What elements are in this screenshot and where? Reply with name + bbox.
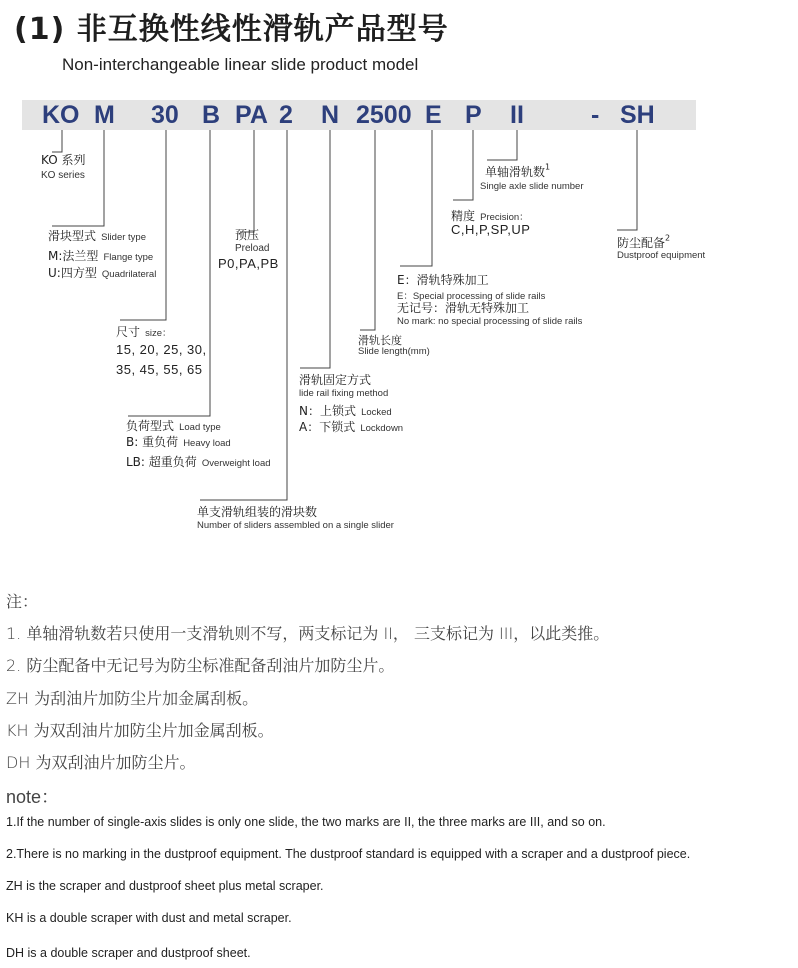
label-series-en: KO series xyxy=(41,170,85,181)
note-en-1: 1.If the number of single-axis slides is only one slide, the two marks are II, the three marks are III, and so on. xyxy=(6,815,606,829)
load-type-lb-en: Overweight load xyxy=(201,458,271,469)
slider-type-u-cn: U:四方型 xyxy=(48,266,97,280)
special-e-cn: E：滑轨特殊加工 xyxy=(397,273,489,287)
special-none-en: No mark: no special processing of slide rails xyxy=(397,316,583,327)
slider-type-cn: 滑块型式 xyxy=(48,229,97,243)
load-type-en: Load type xyxy=(179,422,221,433)
code-slider-type: M xyxy=(94,101,115,129)
dustproof-cn: 防尘配备 xyxy=(617,236,666,250)
precision-en: Precision： xyxy=(480,212,529,223)
leader-special xyxy=(400,130,432,266)
code-axle-num: II xyxy=(510,101,524,129)
code-dash: - xyxy=(591,101,600,129)
axle-num-cn: 单轴滑轨数 xyxy=(485,165,546,179)
code-length: 2500 xyxy=(356,101,412,129)
page-title: (1) 非互换性线性滑轨产品型号 xyxy=(14,12,449,47)
page-subtitle: Non-interchangeable linear slide product model xyxy=(62,55,419,74)
notes-cn-heading: 注： xyxy=(6,592,39,611)
note-en-2: 2.There is no marking in the dustproof equipment. The dustproof standard is equipped with a scraper and a dustproof piece. xyxy=(6,847,691,861)
label-dustproof xyxy=(617,232,670,251)
label-series-cn: KO 系列 xyxy=(41,153,86,167)
code-preload: PA xyxy=(235,101,268,129)
size-values-line2: 35, 45, 55, 65 xyxy=(116,362,203,377)
special-e-en: E：Special processing of slide rails xyxy=(397,291,546,302)
code-ko: KO xyxy=(42,101,80,129)
note-cn-4: KH 为双刮油片加防尘片加金属刮板。 xyxy=(6,721,274,740)
axle-num-sup: 1 xyxy=(545,162,551,172)
slider-type-m-en: Flange type xyxy=(103,252,154,263)
slider-type-en: Slider type xyxy=(101,232,146,243)
notes-en-heading: note： xyxy=(6,787,60,807)
sliders-count-en: Number of sliders assembled on a single slider xyxy=(197,520,394,531)
code-special: E xyxy=(425,101,442,129)
leader-dustproof xyxy=(617,130,637,230)
fixing-a xyxy=(299,416,403,435)
size-en: size： xyxy=(145,328,172,339)
leader-length xyxy=(360,130,375,330)
leader-axle-num xyxy=(487,130,517,160)
load-type-cn: 负荷型式 xyxy=(126,419,175,433)
load-type-lb-cn: LB: 超重负荷 xyxy=(126,455,197,469)
leader-fixing xyxy=(300,130,330,368)
dustproof-sup: 2 xyxy=(665,233,671,243)
label-slider-type xyxy=(48,225,146,244)
note-cn-3: ZH 为刮油片加防尘片加金属刮板。 xyxy=(6,689,259,708)
fixing-n-cn: N：上锁式 xyxy=(299,404,356,418)
code-slider-count: 2 xyxy=(279,101,293,129)
slider-type-u-en: Quadrilateral xyxy=(101,269,157,280)
preload-values: P0,PA,PB xyxy=(218,256,279,271)
code-size: 30 xyxy=(151,101,179,129)
code-dustproof: SH xyxy=(620,101,655,129)
label-size xyxy=(116,321,172,340)
fixing-a-en: Lockdown xyxy=(360,423,404,434)
leader-precision xyxy=(453,130,473,200)
axle-num-en: Single axle slide number xyxy=(480,181,584,192)
label-axle-num xyxy=(485,161,550,180)
code-precision: P xyxy=(465,101,482,129)
fixing-en: lide rail fixing method xyxy=(299,388,389,399)
note-cn-1: 1. 单轴滑轨数若只使用一支滑轨则不写，两支标记为 II， 三支标记为 III，以此类推。 xyxy=(6,624,610,643)
load-type-lb xyxy=(126,451,271,470)
leader-series xyxy=(52,130,62,152)
note-en-5: DH is a double scraper and dustproof sheet. xyxy=(6,946,251,960)
length-cn: 滑轨长度 xyxy=(358,334,402,347)
size-values-line1: 15, 20, 25, 30, xyxy=(116,342,207,357)
leader-preload xyxy=(240,130,254,232)
note-en-4: KH is a double scraper with dust and metal scraper. xyxy=(6,911,292,925)
code-fixing: N xyxy=(321,101,340,129)
load-type-b-en: Heavy load xyxy=(183,438,231,449)
note-en-3: ZH is the scraper and dustproof sheet plus metal scraper. xyxy=(6,879,324,893)
precision-cn: 精度 xyxy=(451,209,476,223)
note-cn-5: DH 为双刮油片加防尘片。 xyxy=(6,753,196,772)
load-type-b-cn: B: 重负荷 xyxy=(126,435,179,449)
dustproof-en: Dustproof equipment xyxy=(617,250,706,261)
fixing-a-cn: A：下锁式 xyxy=(299,420,356,434)
precision-values: C,H,P,SP,UP xyxy=(451,222,531,237)
fixing-cn: 滑轨固定方式 xyxy=(299,373,372,387)
size-cn: 尺寸 xyxy=(116,325,141,339)
slider-type-u xyxy=(48,262,156,281)
load-type-b xyxy=(126,431,231,450)
preload-cn: 预压 xyxy=(235,228,260,242)
sliders-count-cn: 单支滑轨组装的滑块数 xyxy=(197,505,318,519)
fixing-n-en: Locked xyxy=(361,407,392,418)
slider-type-m-cn: M:法兰型 xyxy=(48,249,99,263)
special-none-cn: 无记号：滑轨无特殊加工 xyxy=(397,301,530,315)
preload-en: Preload xyxy=(235,243,270,254)
length-en: Slide length(mm) xyxy=(358,346,430,357)
note-cn-2: 2. 防尘配备中无记号为防尘标准配备刮油片加防尘片。 xyxy=(6,656,395,675)
code-load-type: B xyxy=(202,101,221,129)
